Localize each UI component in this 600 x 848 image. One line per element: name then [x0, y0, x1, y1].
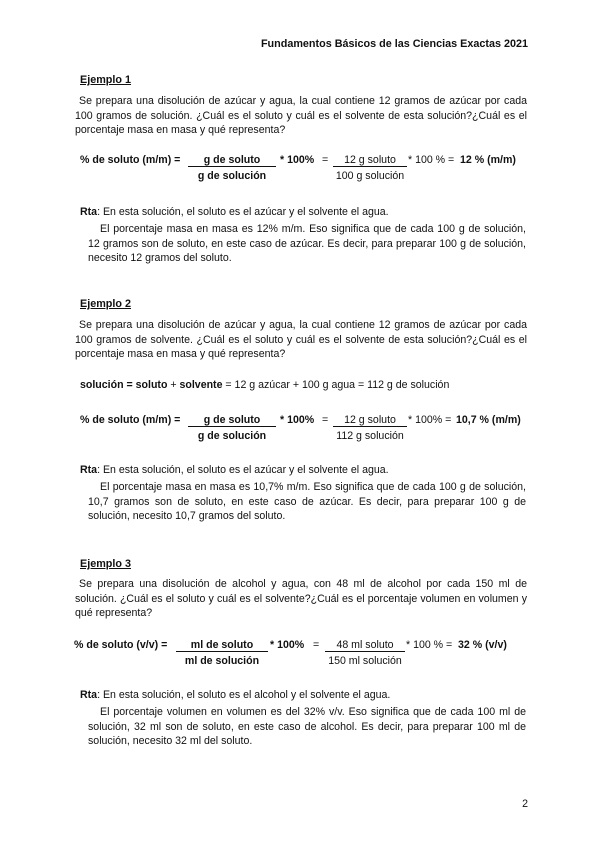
example-3-formula-lhs: % de soluto (v/v) = [74, 639, 168, 651]
formula-numerator: ml de soluto [176, 639, 268, 652]
example-2-heading: Ejemplo 2 [80, 298, 132, 310]
formula-denominator: g de solución [197, 430, 267, 442]
formula-times: * 100% [270, 639, 305, 651]
example-2-problem: Se prepara una disolución de azúcar y agua, la cual contiene 12 gramos de azúcar por cada 100 gramos de solvente. ¿Cuál es el soluto y cuál es el solvente de esta solución?¿Cuál es el porcentaje masa en masa y qué representa? [75, 319, 527, 360]
formula-denominator-value: 100 g solución [335, 170, 405, 182]
answer-label: Rta [80, 689, 98, 701]
answer-text: : En esta solución, el soluto es el alcohol y el solvente el agua. [97, 689, 391, 701]
formula-result: 10,7 % (m/m) [456, 414, 521, 426]
formula-times-value: * 100% = [408, 414, 452, 426]
example-1-explanation: El porcentaje masa en masa es 12% m/m. Eso significa que de cada 100 g de solución, 12 gramos son de soluto, en este caso de azúcar. Es decir, para preparar 100 g de solución, necesito 12 gramos del soluto. [88, 223, 526, 264]
example-3-heading: Ejemplo 3 [80, 558, 132, 570]
formula-times-value: * 100 % = [406, 639, 453, 651]
sum-equals: = [123, 379, 136, 391]
page-header: Fundamentos Básicos de las Ciencias Exactas 2021 [260, 38, 528, 50]
sum-rest: = 12 g azúcar + 100 g agua = 112 g de solución [222, 379, 450, 391]
example-2-explanation: El porcentaje masa en masa es 10,7% m/m. Eso significa que de cada 100 g de solución, 10,7 gramos son de soluto, en este caso de azúcar. Es decir, para preparar 100 g de solución, necesito 10,7 gramos del soluto. [88, 481, 526, 522]
formula-numerator-value: 48 ml soluto [325, 639, 405, 652]
formula-numerator: g de soluto [188, 414, 276, 427]
answer-label: Rta [80, 206, 98, 218]
formula-equals: = [322, 414, 329, 426]
formula-lhs: % de soluto (m/m) = [80, 154, 181, 166]
formula-times: * 100% [280, 154, 315, 166]
formula-numerator: g de soluto [188, 154, 276, 167]
sum-solvent: solvente [179, 379, 223, 391]
sum-solute: soluto [135, 379, 168, 391]
formula-denominator-value: 112 g solución [336, 430, 404, 442]
formula-denominator: g de solución [197, 170, 267, 182]
formula-numerator-value: 12 g soluto [333, 414, 407, 427]
example-3-problem: Se prepara una disolución de alcohol y agua, con 48 ml de alcohol por cada 150 ml de solución. ¿Cuál es el soluto y cuál es el solvente?¿Cuál es el porcentaje volumen en volumen y qué representa? [75, 578, 527, 619]
formula-denominator: ml de solución [184, 655, 260, 667]
example-1-problem: Se prepara una disolución de azúcar y agua, la cual contiene 12 gramos de azúcar por cada 100 gramos de solución. ¿Cuál es el soluto y cuál es el solvente de esta solución?¿Cuál es el porcentaje masa en masa y qué representa? [75, 95, 527, 136]
formula-equals: = [322, 154, 329, 166]
example-2-sum [80, 379, 449, 391]
formula-times-value: * 100 % = [408, 154, 455, 166]
formula-numerator-value: 12 g soluto [333, 154, 407, 167]
example-1-heading: Ejemplo 1 [80, 74, 132, 86]
example-1-answer [80, 206, 389, 218]
sum-plus: + [167, 379, 180, 391]
example-2-answer [80, 464, 389, 476]
formula-result: 32 % (v/v) [458, 639, 507, 651]
sum-solution: solución [80, 379, 124, 391]
answer-text: : En esta solución, el soluto es el azúcar y el solvente el agua. [97, 206, 389, 218]
formula-result: 12 % (m/m) [460, 154, 516, 166]
example-3-explanation: El porcentaje volumen en volumen es del 32% v/v. Eso significa que de cada 100 ml de solución, 32 ml son de soluto, en este caso de alcohol. Es decir, para preparar 100 ml de solución, necesito 32 ml del soluto. [88, 706, 526, 747]
example-2-formula-lhs: % de soluto (m/m) = [80, 414, 181, 426]
answer-label: Rta [80, 464, 98, 476]
answer-text: : En esta solución, el soluto es el azúcar y el solvente el agua. [97, 464, 389, 476]
formula-equals: = [313, 639, 320, 651]
page-number: 2 [522, 798, 528, 810]
example-1-formula [80, 154, 180, 166]
example-3-answer [80, 689, 390, 701]
formula-times: * 100% [280, 414, 315, 426]
formula-denominator-value: 150 ml solución [328, 655, 402, 667]
